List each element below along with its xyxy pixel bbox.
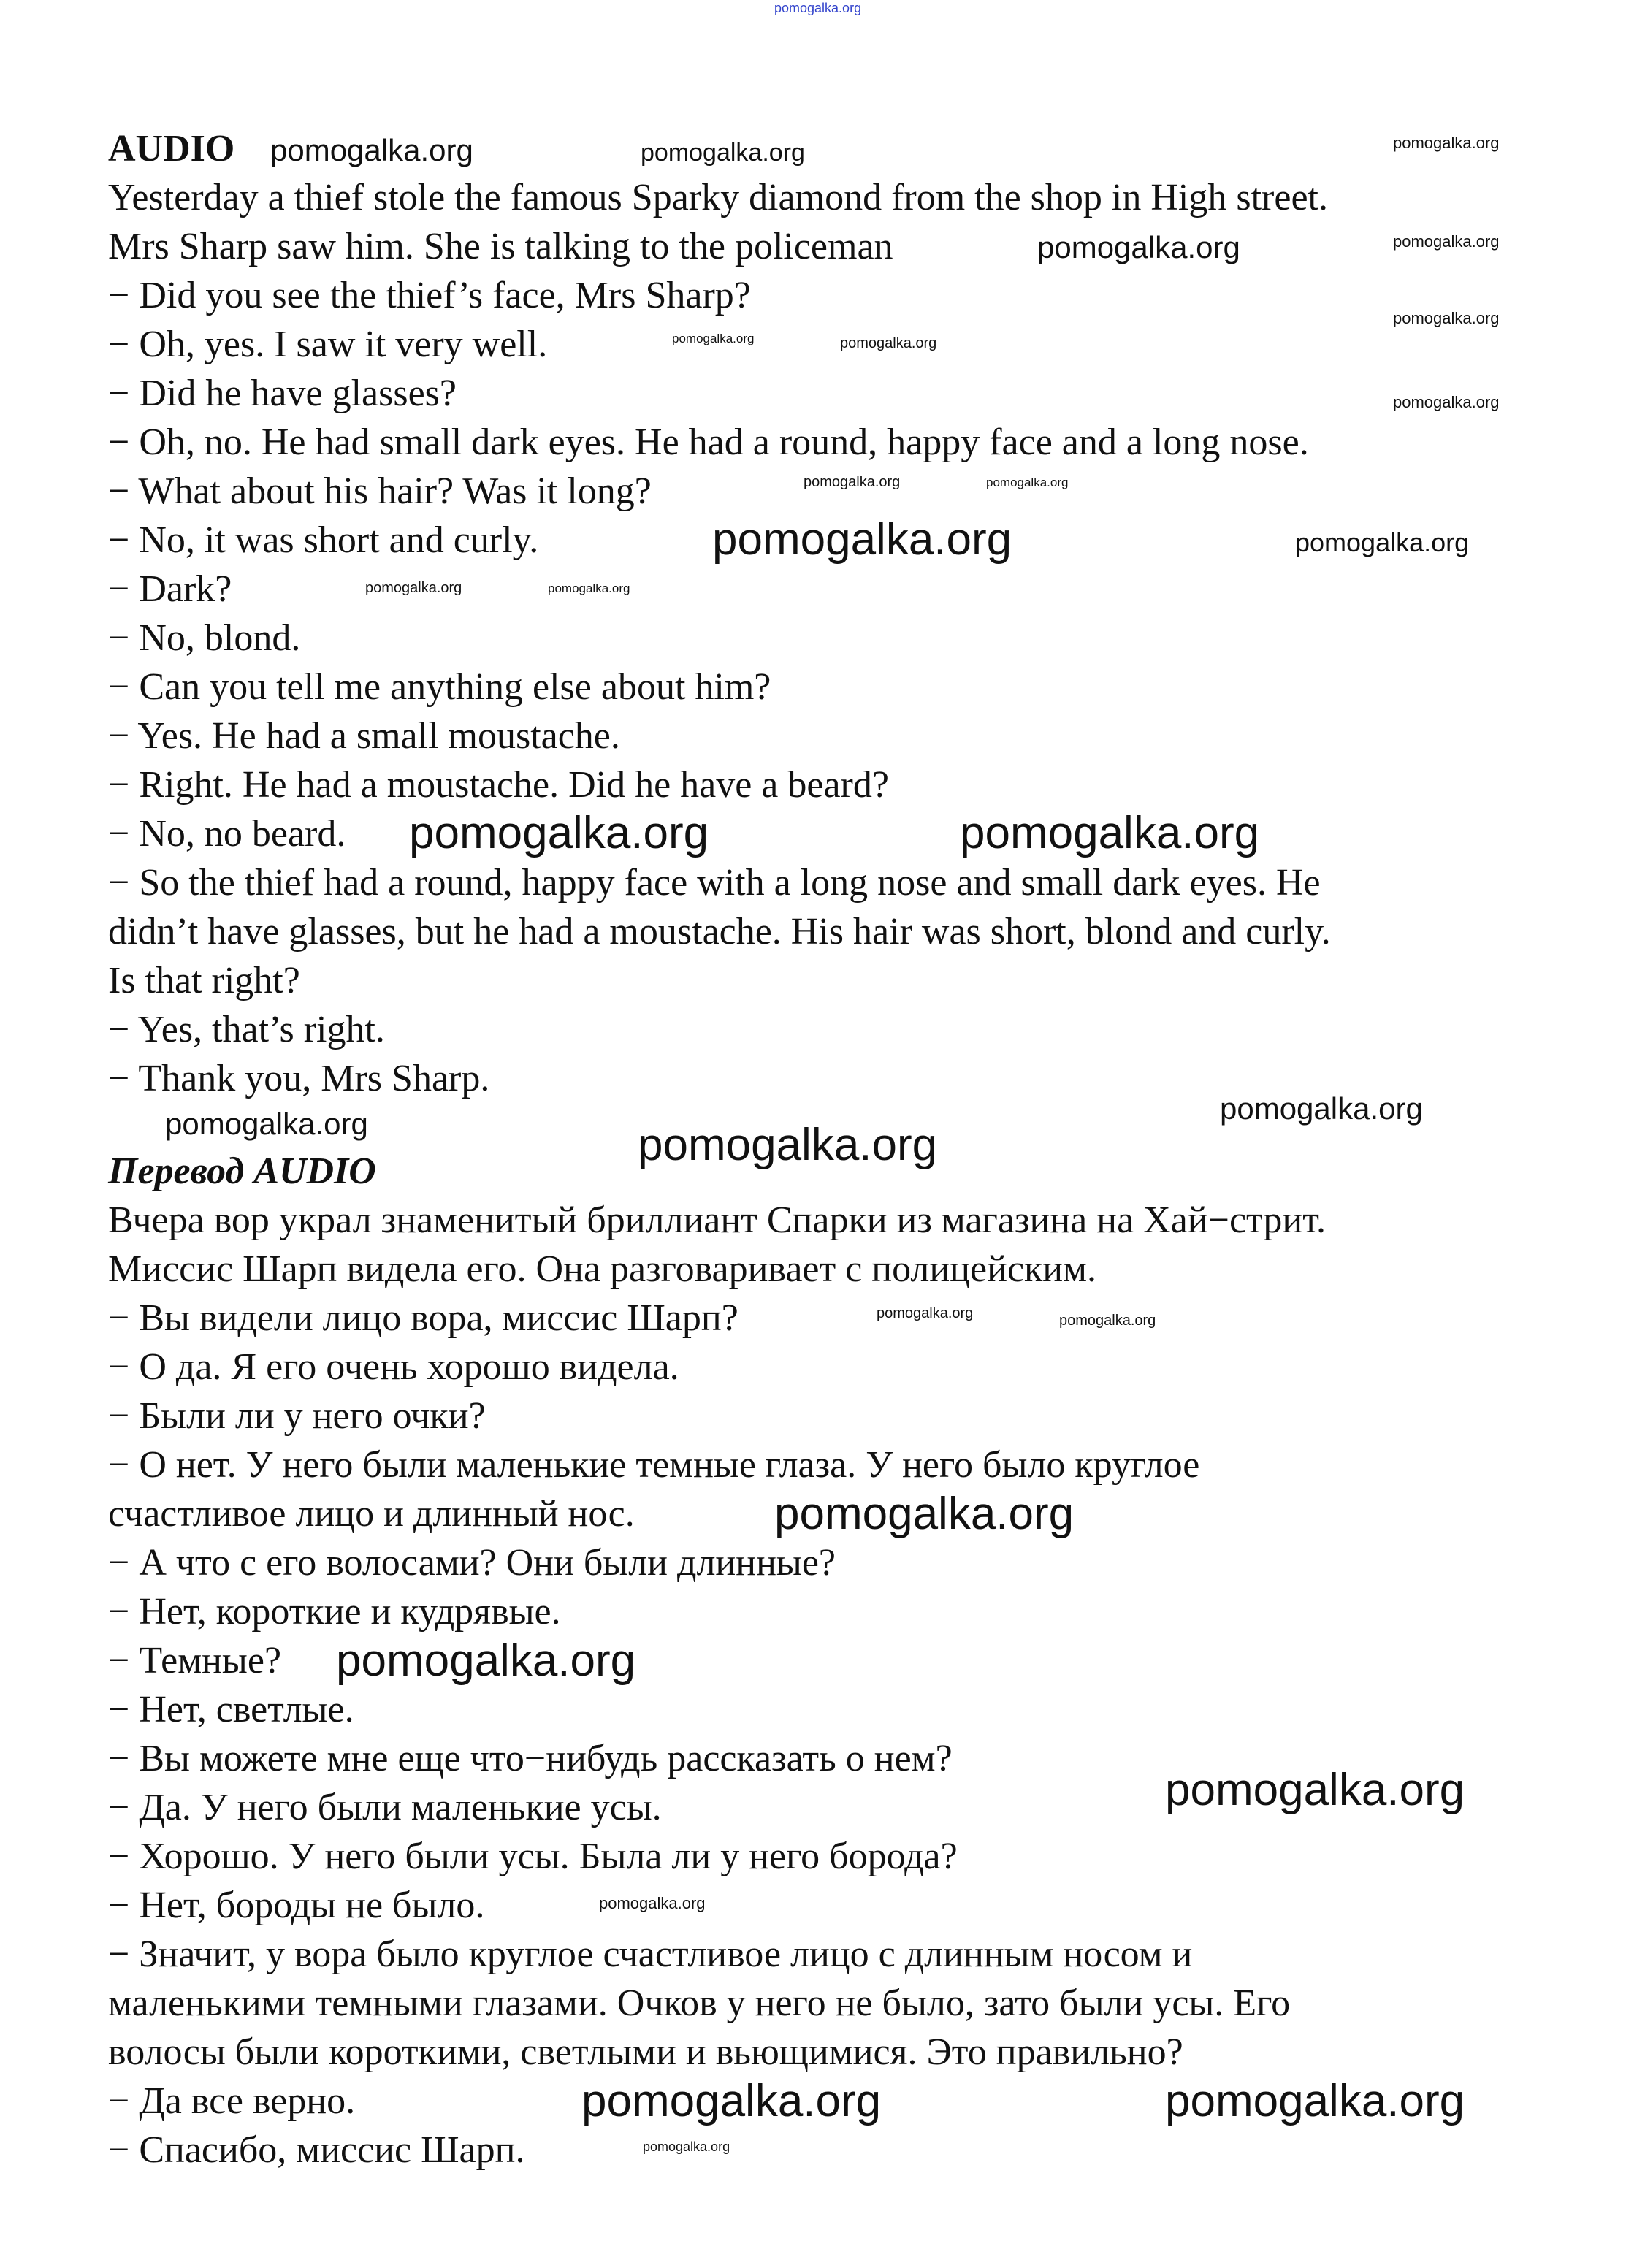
text-line: − Нет, бороды не было. [108, 1885, 485, 1926]
watermark: pomogalka.org [804, 474, 901, 490]
text-line: − Темные? [108, 1640, 282, 1681]
watermark: pomogalka.org [1393, 134, 1500, 152]
watermark: pomogalka.org [581, 2076, 882, 2126]
text-line: − Да все верно. [108, 2080, 356, 2122]
russian-section [108, 1147, 1326, 2175]
text-line: − Значит, у вора было круглое счастливое лицо с длинным носом и [108, 1933, 1193, 1975]
watermark: pomogalka.org [643, 2139, 730, 2154]
watermark: pomogalka.org [409, 808, 709, 858]
text-line: − So the thief had a round, happy face with a long nose and small dark eyes. He [108, 862, 1321, 904]
text-line: − О нет. У него были маленькие темные глаза. У него было круглое [108, 1444, 1200, 1486]
watermark: pomogalka.org [638, 1120, 938, 1170]
english-heading: AUDIO [108, 128, 235, 169]
russian-heading: Перевод AUDIO [108, 1150, 376, 1192]
text-line: − Oh, yes. I saw it very well. [108, 324, 548, 365]
watermark: pomogalka.org [336, 1635, 636, 1686]
watermark: pomogalka.org [712, 514, 1012, 565]
watermark: pomogalka.org [1165, 2076, 1465, 2126]
watermark: pomogalka.org [774, 1, 862, 15]
watermark: pomogalka.org [1059, 1313, 1156, 1329]
watermark: pomogalka.org [1165, 1765, 1465, 1815]
english-section [108, 124, 1331, 1103]
text-line: − Хорошо. У него были усы. Была ли у него борода? [108, 1836, 958, 1877]
text-line: Is that right? [108, 960, 300, 1001]
text-line: − А что с его волосами? Они были длинные? [108, 1542, 836, 1584]
text-line: − Вы видели лицо вора, миссис Шарп? [108, 1297, 738, 1339]
text-line: − Right. He had a moustache. Did he have a beard? [108, 764, 889, 806]
watermark: pomogalka.org [840, 335, 937, 351]
watermark: pomogalka.org [1393, 309, 1500, 327]
text-line: − No, blond. [108, 617, 301, 659]
text-line: − No, no beard. [108, 813, 346, 855]
text-line: − Нет, светлые. [108, 1689, 354, 1730]
text-line: счастливое лицо и длинный нос. [108, 1493, 635, 1535]
text-line: − Спасибо, миссис Шарп. [108, 2129, 525, 2171]
watermark: pomogalka.org [1393, 232, 1500, 251]
text-line: − Вы можете мне еще что−нибудь рассказать о нем? [108, 1738, 953, 1779]
text-line: волосы были короткими, светлыми и вьющимися. Это правильно? [108, 2031, 1183, 2073]
text-line: didn’t have glasses, but he had a moustache. His hair was short, blond and curly. [108, 911, 1331, 952]
watermark: pomogalka.org [1393, 393, 1500, 411]
watermark: pomogalka.org [1037, 230, 1240, 264]
text-line: − Did you see the thief’s face, Mrs Sharp? [108, 275, 751, 316]
watermark: pomogalka.org [986, 476, 1069, 489]
watermark: pomogalka.org [365, 580, 462, 596]
text-line: − Yes. He had a small moustache. [108, 715, 620, 757]
watermark: pomogalka.org [641, 139, 805, 167]
watermark: pomogalka.org [165, 1107, 368, 1141]
watermark: pomogalka.org [270, 133, 473, 167]
text-line: − Oh, no. He had small dark eyes. He had a round, happy face and a long nose. [108, 421, 1309, 463]
text-line: Yesterday a thief stole the famous Sparky diamond from the shop in High street. [108, 177, 1328, 218]
text-line: − Dark? [108, 568, 232, 610]
text-line: Mrs Sharp saw him. She is talking to the policeman [108, 226, 893, 267]
watermark: pomogalka.org [1295, 527, 1470, 557]
watermark: pomogalka.org [960, 808, 1260, 858]
text-line: − What about his hair? Was it long? [108, 470, 652, 512]
text-line: − Да. У него были маленькие усы. [108, 1787, 662, 1828]
text-line: − No, it was short and curly. [108, 519, 539, 561]
watermark: pomogalka.org [877, 1305, 974, 1321]
watermark: pomogalka.org [1220, 1091, 1423, 1126]
watermark: pomogalka.org [599, 1894, 706, 1912]
watermark: pomogalka.org [548, 581, 630, 595]
text-line: − О да. Я его очень хорошо видела. [108, 1346, 679, 1388]
text-line: − Нет, короткие и кудрявые. [108, 1591, 561, 1633]
text-line: − Yes, that’s right. [108, 1009, 385, 1050]
text-line: − Были ли у него очки? [108, 1395, 486, 1437]
text-line: маленькими темными глазами. Очков у него не было, зато были усы. Его [108, 1982, 1291, 2024]
watermark: pomogalka.org [672, 332, 755, 345]
text-line: Миссис Шарп видела его. Она разговаривает с полицейским. [108, 1248, 1097, 1290]
text-line: − Thank you, Mrs Sharp. [108, 1058, 490, 1099]
text-line: − Can you tell me anything else about him? [108, 666, 771, 708]
text-line: − Did he have glasses? [108, 373, 457, 414]
watermark: pomogalka.org [774, 1489, 1075, 1539]
text-line: Вчера вор украл знаменитый бриллиант Спарки из магазина на Хай−стрит. [108, 1199, 1327, 1241]
